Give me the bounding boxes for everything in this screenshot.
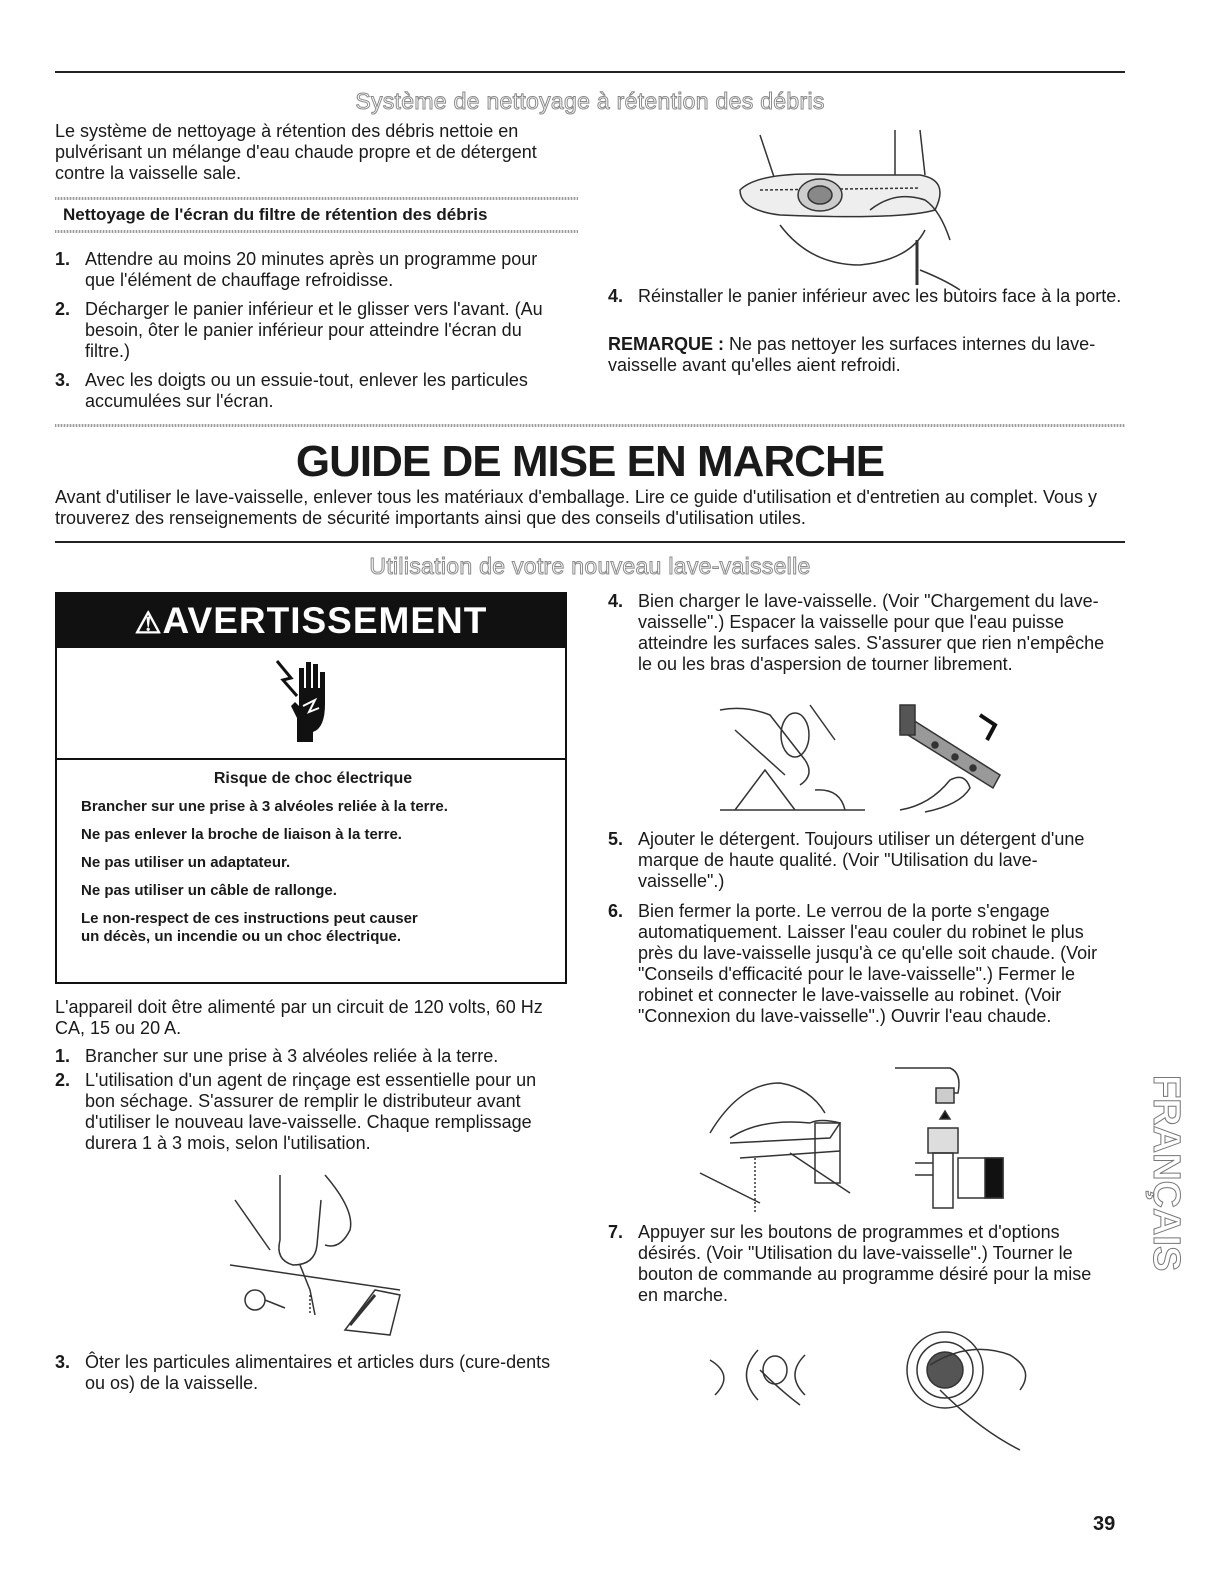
list-item: 5. Ajouter le détergent. Toujours utiliser un détergent d'une marque de haute qualité. (Voir "Utilisation du lave-vaisselle".) (608, 829, 1085, 891)
section-title-debris: Système de nettoyage à rétention des débris (355, 88, 825, 114)
warning-box (55, 592, 567, 984)
guide-title: GUIDE DE MISE EN MARCHE (295, 437, 885, 486)
list-item: 7. Appuyer sur les boutons de programmes et d'options désirés. (Voir "Utilisation du lave-vaisselle".) Tourner le bouton de commande au programme désiré pour la mise en marche. (608, 1222, 1092, 1305)
warning-text (57, 760, 565, 946)
filter-steps-list (55, 249, 570, 412)
note-paragraph (608, 334, 1108, 376)
list-item: 4. Réinstaller le panier inférieur avec les butoirs face à la porte. (608, 286, 1122, 306)
warning-line: Brancher sur une prise à 3 alvéoles reliée à la terre. (81, 798, 448, 815)
list-item: 3. Avec les doigts ou un essuie-tout, enlever les particules accumulées sur l'écran. (55, 370, 528, 411)
right-step-7 (608, 1222, 1108, 1306)
electric-shock-hand-icon (275, 656, 345, 746)
power-requirements: L'appareil doit être alimenté par un circuit de 120 volts, 60 Hz CA, 15 ou 20 A. (55, 997, 543, 1038)
note-label: REMARQUE : (608, 334, 724, 354)
loading-spray-arm-illustration (715, 700, 1025, 815)
warning-line: Ne pas utiliser un câble de rallonge. (81, 882, 337, 899)
list-item: 2. Décharger le panier inférieur et le glisser vers l'avant. (Au besoin, ôter le panier inférieur pour atteindre l'écran du filtre.) (55, 299, 543, 361)
list-item: 3. Ôter les particules alimentaires et articles durs (cure-dents ou os) de la vaisselle. (55, 1352, 551, 1393)
filter-cleaning-subheading: Nettoyage de l'écran du filtre de rétention des débris (55, 197, 578, 233)
side-tab-label: FRANÇAIS (1145, 1075, 1187, 1272)
left-steps-list (55, 1046, 565, 1154)
warning-line: Ne pas enlever la broche de liaison à la terre. (81, 826, 402, 843)
list-item: 4. Bien charger le lave-vaisselle. (Voir "Chargement du lave-vaisselle".) Espacer la vaisselle pour que l'eau puisse atteindre les surfaces sales. S'assurer que rien n'empêche le ou les bras d'aspersion de tourner librement. (608, 591, 1105, 674)
list-item: 2. L'utilisation d'un agent de rinçage est essentielle pour un bon séchage. S'assurer de remplir le distributeur avant d'utiliser le nouveau lave-vaisselle. Chaque remplissage durera 1 à 3 mois, selon l'utilisation. (55, 1070, 537, 1153)
rinse-aid-illustration (225, 1170, 405, 1340)
warning-icon-area (57, 648, 565, 760)
section-title-usage: Utilisation de votre nouveau lave-vaisselle (369, 553, 811, 579)
right-step-4 (608, 591, 1108, 675)
filter-screen-illustration (720, 130, 980, 290)
list-item: 6. Bien fermer la porte. Le verrou de la porte s'engage automatiquement. Laisser l'eau couler du robinet le plus près du lave-vaisselle jusqu'à ce qu'elle soit chaude. (Voir "Conseils d'efficacité pour le lave-vaisselle".) Fermer le robinet et connecter le lave-vaisselle au robinet. (Voir "Connexion du lave-vaisselle".) Ouvrir l'eau chaude. (608, 901, 1098, 1026)
warning-line: Ne pas utiliser un adaptateur. (81, 854, 291, 871)
warning-consequence-1: Le non-respect de ces instructions peut causer (81, 910, 418, 927)
left-step-3 (55, 1352, 565, 1394)
warning-heading: AVERTISSEMENT (162, 600, 488, 641)
top-rule (55, 71, 1125, 73)
guide-intro: Avant d'utiliser le lave-vaisselle, enlever tous les matériaux d'emballage. Lire ce guide d'utilisation et d'entretien au complet. Vous y trouverez des renseignements de sécurité importants ainsi que des conseils d'utilisation utiles. (55, 487, 1097, 528)
language-side-tab (1145, 1075, 1187, 1348)
warning-consequence-2: un décès, un incendie ou un choc électrique. (81, 928, 402, 945)
reinstall-step (608, 286, 1123, 307)
warning-risk-title: Risque de choc électrique (213, 770, 413, 787)
page-number: 39 (1093, 1513, 1116, 1535)
faucet-connection-illustration (700, 1063, 1020, 1213)
right-steps-5-6 (608, 829, 1108, 1027)
control-knob-illustration (700, 1330, 1040, 1455)
section-rule (55, 541, 1125, 543)
warning-header (57, 594, 565, 648)
dotted-separator (55, 424, 1125, 427)
list-item: 1. Attendre au moins 20 minutes après un programme pour que l'élément de chauffage refroidisse. (55, 249, 538, 290)
warning-triangle-icon: ⚠ (134, 607, 163, 640)
note-text: Ne pas nettoyer les surfaces internes du lave-vaisselle avant qu'elles aient refroidi. (608, 334, 1096, 375)
list-item: 1. Brancher sur une prise à 3 alvéoles reliée à la terre. (55, 1046, 499, 1066)
debris-intro: Le système de nettoyage à rétention des débris nettoie en pulvérisant un mélange d'eau chaude propre et de détergent contre la vaisselle sale. (55, 121, 537, 183)
